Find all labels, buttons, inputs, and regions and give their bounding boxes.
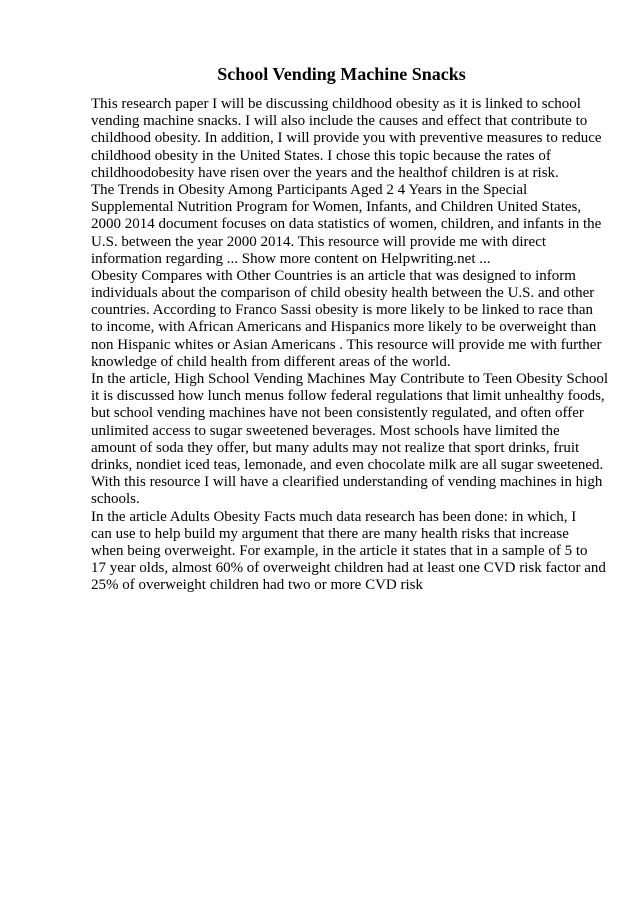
- body-line: 25% of overweight children had two or more CVD risk: [91, 577, 424, 594]
- body-line: information regarding ... Show more content on Helpwriting.net ...: [91, 250, 491, 267]
- body-line: individuals about the comparison of child obesity health between the U.S. and other: [91, 285, 595, 302]
- body-line: In the article Adults Obesity Facts much data research has been done: in which, I: [91, 508, 577, 525]
- body-line: childhood obesity. In addition, I will provide you with preventive measures to reduce: [91, 130, 602, 147]
- body-line: U.S. between the year 2000 2014. This resource will provide me with direct: [91, 233, 547, 250]
- body-line: With this resource I will have a clearified understanding of vending machines in high: [91, 474, 603, 491]
- body-line: it is discussed how lunch menus follow federal regulations that limit unhealthy foods,: [91, 388, 605, 405]
- body-line: The Trends in Obesity Among Participants Aged 2 4 Years in the Special: [91, 181, 528, 198]
- document-title: School Vending Machine Snacks: [217, 64, 466, 84]
- body-line: schools.: [91, 491, 140, 508]
- body-line: In the article, High School Vending Machines May Contribute to Teen Obesity School: [91, 371, 609, 387]
- body-line: 2000 2014 document focuses on data statistics of women, children, and infants in the: [91, 216, 602, 233]
- body-line: but school vending machines have not been consistently regulated, and often offer: [91, 405, 584, 422]
- body-line: Obesity Compares with Other Countries is an article that was designed to inform: [91, 267, 576, 284]
- document-body: [91, 96, 611, 594]
- body-line: Supplemental Nutrition Program for Women, Infants, and Children United States,: [91, 199, 582, 216]
- body-line: drinks, nondiet iced teas, lemonade, and even chocolate milk are all sugar sweetened.: [91, 456, 604, 473]
- body-line: This research paper I will be discussing childhood obesity as it is linked to school: [91, 96, 581, 112]
- body-line: non Hispanic whites or Asian Americans . This resource will provide me with further: [91, 336, 602, 353]
- body-line: can use to help build my argument that there are many health risks that increase: [91, 525, 569, 542]
- body-line: childhood obesity in the United States. I chose this topic because the rates of: [91, 147, 551, 164]
- body-line: unlimited access to sugar sweetened beverages. Most schools have limited the: [91, 422, 560, 439]
- body-line: vending machine snacks. I will also include the causes and effect that contribute to: [91, 113, 588, 130]
- body-line: when being overweight. For example, in the article it states that in a sample of 5 to: [91, 542, 588, 559]
- body-line: to income, with African Americans and Hispanics more likely to be overweight than: [91, 319, 597, 336]
- body-line: 17 year olds, almost 60% of overweight children had at least one CVD risk factor and: [91, 560, 606, 577]
- body-line: countries. According to Franco Sassi obesity is more likely to be linked to race than: [91, 302, 593, 319]
- body-line: knowledge of child health from different areas of the world.: [91, 353, 451, 370]
- body-line: amount of soda they offer, but many adults may not realize that sport drinks, fruit: [91, 439, 580, 456]
- body-line: childhoodobesity have risen over the years and the healthof children is at risk.: [91, 164, 559, 181]
